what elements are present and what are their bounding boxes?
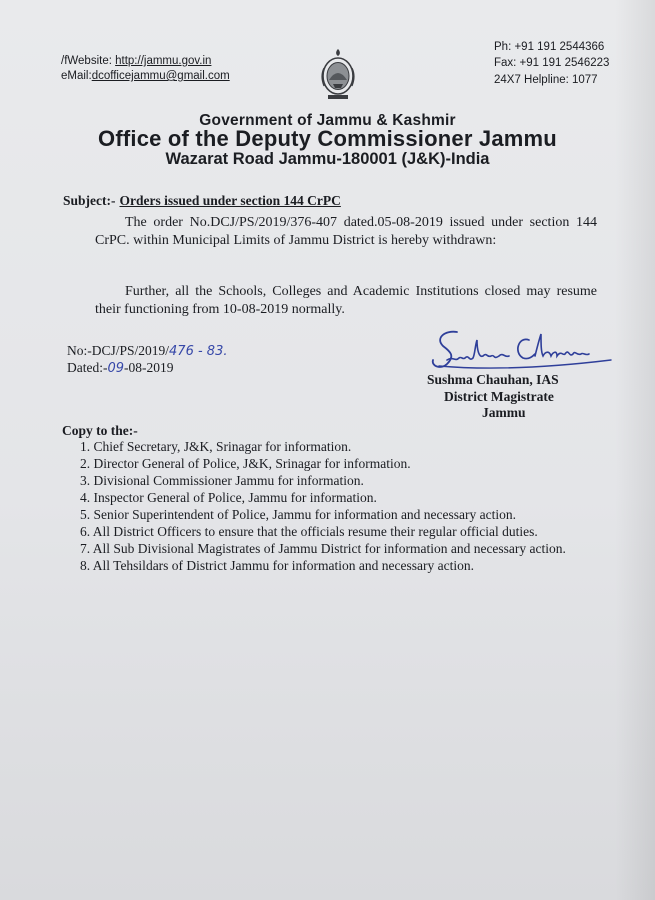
order-date-handwritten: 09 (107, 361, 125, 376)
list-item: 3. Divisional Commissioner Jammu for information. (80, 473, 364, 488)
list-item: 5. Senior Superintendent of Police, Jammu for information and necessary action. (80, 507, 517, 522)
list-item: 1. Chief Secretary, J&K, Srinagar for information. (80, 439, 352, 454)
list-item: 4. Inspector General of Police, Jammu for information. (80, 490, 377, 505)
copy-to-list (80, 439, 600, 575)
office-heading: Office of the Deputy Commissioner Jammu (98, 126, 557, 151)
website-label: /fWebsite: (61, 55, 116, 67)
list-item: 7. All Sub Divisional Magistrates of Jammu District for information and necessary action. (80, 541, 566, 556)
signatory-place: Jammu (482, 405, 526, 420)
helpline-number: 24X7 Helpline: 1077 (494, 74, 598, 86)
subject-label: Subject:- (63, 193, 116, 208)
copy-to-heading: Copy to the:- (62, 423, 138, 438)
order-number (67, 343, 227, 359)
email-link[interactable]: dcofficejammu@gmail.com (91, 70, 230, 82)
subject-line (63, 193, 341, 209)
phone-number: Ph: +91 191 2544366 (494, 41, 605, 53)
subject-text: Orders issued under section 144 CrPC (119, 193, 341, 208)
office-address: Wazarat Road Jammu-180001 (J&K)-India (165, 150, 490, 168)
government-heading: Government of Jammu & Kashmir (199, 112, 456, 129)
list-item: 2. Director General of Police, J&K, Srinagar for information. (80, 456, 411, 471)
signatory-title: District Magistrate (444, 389, 554, 404)
list-item: 6. All District Officers to ensure that the officials resume their regular official duties. (80, 524, 538, 539)
order-date (67, 360, 174, 376)
list-item: 8. All Tehsildars of District Jammu for information and necessary action. (80, 558, 474, 573)
fax-number: Fax: +91 191 2546223 (494, 57, 610, 69)
order-number-handwritten: 476 - 83. (169, 344, 228, 359)
order-date-rest: -08-2019 (124, 360, 174, 375)
order-date-label: Dated:- (67, 360, 108, 375)
state-emblem-icon (316, 46, 360, 102)
website-line (61, 55, 211, 67)
signatory-name: Sushma Chauhan, IAS (427, 372, 559, 387)
email-line (61, 70, 230, 82)
body-paragraph-2: Further, all the Schools, Colleges and Academic Institutions closed may resume their functioning from 10-08-2019 normally. (95, 284, 597, 317)
website-link[interactable]: http://jammu.gov.in (115, 55, 212, 67)
body-paragraph-1: The order No.DCJ/PS/2019/376-407 dated.05-08-2019 issued under section 144 CrPC. within Municipal Limits of Jammu District is hereby withdrawn: (95, 215, 597, 248)
handwritten-signature (425, 326, 615, 376)
email-label: eMail: (61, 70, 92, 82)
order-number-label: No:-DCJ/PS/2019/ (67, 343, 170, 358)
